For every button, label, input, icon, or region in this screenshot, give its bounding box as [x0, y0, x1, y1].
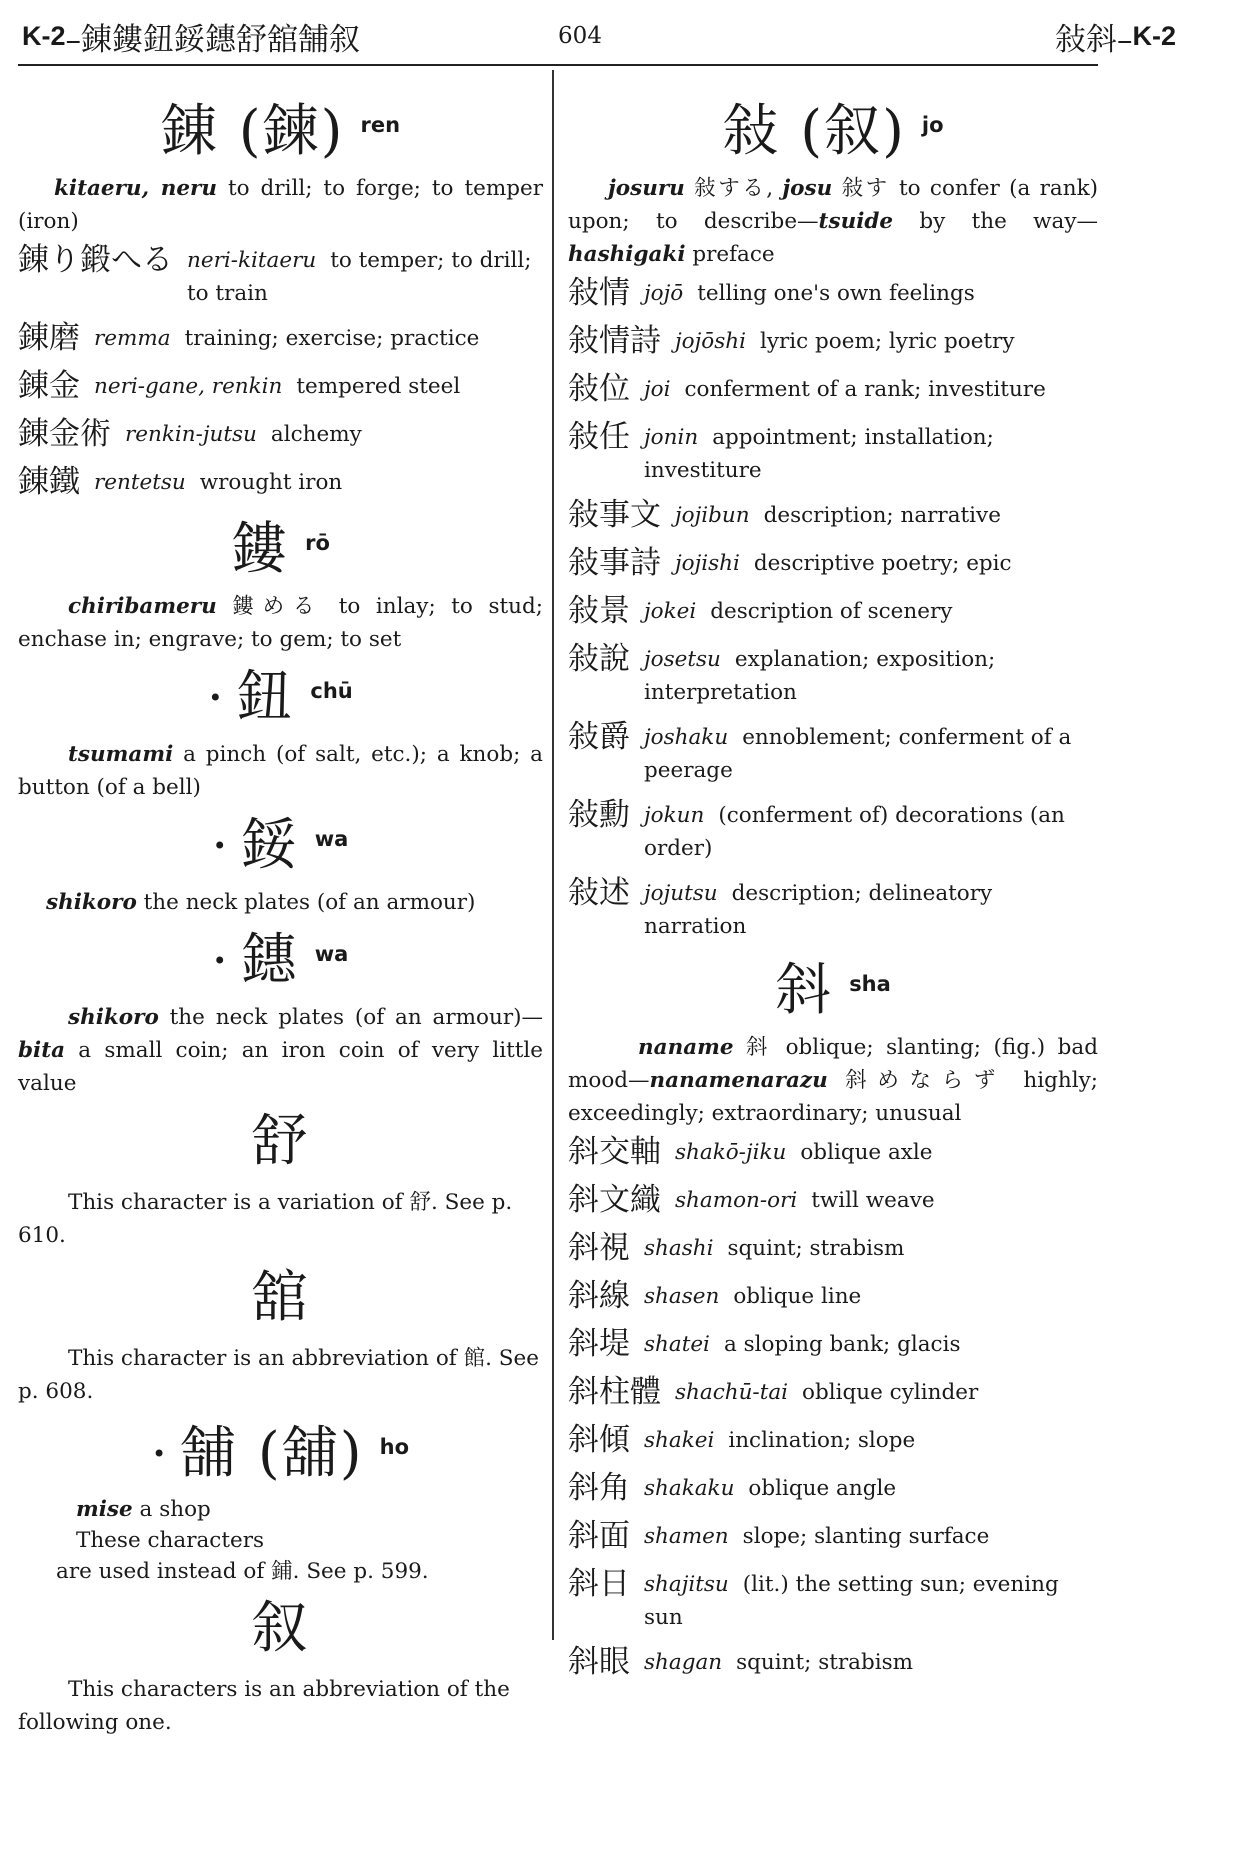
compound-romaji: shamon-ori [675, 1188, 798, 1213]
compound-definition: tempered steel [296, 374, 461, 399]
compound-definition: telling one's own feelings [697, 281, 975, 306]
compound-definition: conferment of a rank; investiture [684, 377, 1046, 402]
headword-kanji: 敍 (叙) [722, 99, 906, 164]
note-text: . See p. 610. [18, 1190, 513, 1248]
def-roman: kitaeru, neru [54, 176, 217, 201]
headword-reading: sha [849, 972, 891, 996]
compound-romaji: jojō [644, 281, 684, 306]
compound-entry [18, 462, 543, 502]
compound-definition: a sloping bank; glacis [723, 1332, 961, 1357]
compound-romaji: joi [644, 377, 671, 402]
headword-ren [18, 92, 543, 172]
compound-definition: oblique line [733, 1284, 862, 1309]
compound-definition: lyric poem; lyric poetry [759, 329, 1015, 354]
compound-romaji: shashi [644, 1236, 714, 1261]
compound-definition: explanation; exposition; interpretation [644, 647, 996, 705]
compound-entry [568, 1132, 1098, 1172]
def-text: to confer (a rank) upon; to describe— [568, 176, 1098, 234]
compound-kanji: 敍勳 [568, 797, 630, 833]
compound-entry [568, 1420, 1098, 1460]
compound-definition: squint; strabism [736, 1650, 914, 1675]
compound-kanji: 敍述 [568, 875, 630, 911]
def-text: to drill; to forge; to temper (iron) [18, 176, 543, 234]
compound-definition: training; exercise; practice [184, 326, 480, 351]
header-rule [18, 64, 1098, 66]
note-text: This character is a variation of [68, 1190, 410, 1215]
compound-body [644, 273, 1098, 310]
compound-kanji: 斜眼 [568, 1644, 630, 1680]
compound-definition: oblique angle [748, 1476, 897, 1501]
compound-body [94, 318, 543, 355]
compound-kanji: 敍事詩 [568, 545, 661, 581]
compound-body [675, 543, 1098, 580]
compound-definition: description; delineatory narration [644, 881, 993, 939]
header-left-kanji: –錬鏤鈕鋖鏸舒舘舗叙 [65, 21, 361, 58]
headword-kan [18, 1258, 543, 1338]
compound-entry [568, 1468, 1098, 1508]
compound-kanji: 敍事文 [568, 497, 661, 533]
compound-entry [568, 1372, 1098, 1412]
compound-kanji: 敍情詩 [568, 323, 661, 359]
headword-ro [18, 510, 543, 590]
compound-romaji: shamen [644, 1524, 729, 1549]
abbreviation-note: This characters is an abbreviation of the following one. [18, 1677, 510, 1735]
header-right [1055, 14, 1176, 58]
compound-kanji: 錬磨 [18, 320, 80, 356]
def-roman: shikoro [46, 890, 137, 915]
compound-romaji: josetsu [644, 647, 721, 672]
compound-kanji: 斜視 [568, 1230, 630, 1266]
definition [18, 738, 543, 804]
def-text: a shop [132, 1497, 211, 1522]
def-text: the neck plates (of an armour) [136, 890, 476, 915]
compound-body [644, 1516, 1098, 1553]
compound-entry [568, 273, 1098, 313]
compound-kanji: 敍爵 [568, 719, 630, 755]
compound-romaji: jojutsu [644, 881, 718, 906]
definition [18, 886, 543, 919]
compound-entry [568, 321, 1098, 361]
compound-body [644, 639, 1098, 709]
compound-body [644, 795, 1098, 865]
compound-body [644, 873, 1098, 943]
compound-romaji: shakaku [644, 1476, 735, 1501]
compound-romaji: jojibun [675, 503, 750, 528]
compound-definition: (lit.) the setting sun; evening sun [644, 1572, 1059, 1630]
headword-kanji: 叙 [251, 1596, 310, 1661]
note-text: This character is an abbreviation of [68, 1346, 464, 1371]
compound-romaji: jokei [644, 599, 697, 624]
headword-kanji: 鏸 [240, 928, 299, 993]
compound-entry [18, 318, 543, 358]
compound-definition: squint; strabism [727, 1236, 905, 1261]
compound-body [675, 1132, 1098, 1169]
def-kana: 敍す [832, 176, 890, 201]
compound-body [644, 717, 1098, 787]
compound-body [644, 369, 1098, 406]
compound-entry [568, 1276, 1098, 1316]
headword-chu [18, 658, 543, 738]
compound-definition: descriptive poetry; epic [753, 551, 1012, 576]
definition [568, 172, 1098, 271]
def-text: to inlay; to stud; enchase in; engrave; to gem; to set [18, 594, 543, 652]
compound-kanji: 斜面 [568, 1518, 630, 1554]
def-kana: 鏤める [216, 594, 324, 619]
compound-definition: description of scenery [710, 599, 953, 624]
def-roman: mise [76, 1497, 133, 1522]
def-roman: chiribameru [68, 594, 217, 619]
compound-entry [568, 417, 1098, 487]
compound-kanji: 錬金 [18, 368, 80, 404]
bullet-icon: • [151, 1440, 167, 1468]
headword-reading: chū [310, 679, 353, 703]
def-roman: bita [18, 1038, 66, 1063]
headword-sha [568, 951, 1098, 1031]
compound-body [675, 321, 1098, 358]
right-column [568, 90, 1098, 1690]
compound-body [644, 1564, 1098, 1634]
bullet-icon: • [212, 947, 227, 975]
compound-kanji: 敍景 [568, 593, 630, 629]
note-text: These characters [76, 1528, 265, 1553]
compound-romaji: shachū-tai [675, 1380, 789, 1405]
compound-entry [568, 1180, 1098, 1220]
compound-romaji: jonin [644, 425, 699, 450]
compound-definition: inclination; slope [728, 1428, 916, 1453]
def-roman: tsuide [818, 209, 894, 234]
compound-entry [568, 495, 1098, 535]
compound-body [125, 414, 543, 451]
headword-kanji: 鈕 [236, 665, 295, 730]
compound-kanji: 斜文織 [568, 1182, 661, 1218]
headword-kanji: 鋖 [240, 813, 299, 878]
headword-jo [568, 92, 1098, 172]
compound-romaji: remma [94, 326, 171, 351]
compound-kanji: 斜交軸 [568, 1134, 661, 1170]
note-kanji: 館 [463, 1346, 486, 1371]
compound-romaji: jokun [644, 803, 705, 828]
compound-entry [568, 873, 1098, 943]
compound-definition: to temper; to drill; to train [187, 248, 532, 306]
compound-body [94, 366, 543, 403]
compound-entry [568, 1642, 1098, 1682]
compound-kanji: 斜角 [568, 1470, 630, 1506]
compound-body [644, 1228, 1098, 1265]
compound-definition: (conferment of) decorations (an order) [644, 803, 1065, 861]
note-text: . See p. 599. [292, 1559, 429, 1584]
compound-body [644, 1276, 1098, 1313]
compound-body [675, 1180, 1098, 1217]
definition [18, 590, 543, 656]
compound-definition: slope; slanting surface [742, 1524, 990, 1549]
sha-entries [568, 1132, 1098, 1682]
compound-body [644, 1468, 1098, 1505]
definition [18, 1494, 543, 1587]
compound-romaji: shatei [644, 1332, 710, 1357]
compound-kanji: 敍說 [568, 641, 630, 677]
def-kana: 斜 [733, 1035, 774, 1060]
compound-kanji: 斜日 [568, 1566, 630, 1602]
compound-romaji: joshaku [644, 725, 729, 750]
headword-reading: wa [314, 827, 349, 851]
compound-romaji: neri-kitaeru [187, 248, 317, 273]
compound-entry [568, 1324, 1098, 1364]
definition [18, 1001, 543, 1100]
headword-kanji: 舗 (舖) [180, 1421, 364, 1486]
compound-kanji: 錬金術 [18, 416, 111, 452]
def-kana: 斜めならず [827, 1068, 1006, 1093]
compound-kanji: 敍位 [568, 371, 630, 407]
compound-entry [568, 639, 1098, 709]
ren-entries [18, 240, 543, 502]
compound-body [644, 417, 1098, 487]
compound-definition: oblique axle [800, 1140, 933, 1165]
def-roman: tsumami [68, 742, 174, 767]
variant-note [18, 1186, 543, 1252]
def-text: oblique; slanting; (fig.) bad mood— [568, 1035, 1098, 1093]
compound-body [644, 591, 1098, 628]
left-column [18, 90, 543, 1745]
headword-kanji: 舘 [251, 1265, 310, 1330]
compound-definition: wrought iron [199, 470, 343, 495]
definition [18, 172, 543, 238]
compound-entry [18, 240, 543, 310]
compound-body [94, 462, 543, 499]
header-right-code: K-2 [1132, 20, 1176, 51]
compound-kanji: 斜線 [568, 1278, 630, 1314]
compound-romaji: shakei [644, 1428, 715, 1453]
compound-definition: appointment; installation; investiture [644, 425, 994, 483]
compound-kanji: 斜柱體 [568, 1374, 661, 1410]
def-kana: 敍する, [684, 176, 783, 201]
header-right-kanji: 敍斜– [1054, 21, 1133, 58]
column-divider [552, 70, 554, 1640]
headword-kanji: 舒 [251, 1109, 310, 1174]
compound-body [644, 1642, 1098, 1679]
note-text: are used instead of [56, 1559, 272, 1584]
def-roman: nanamenarazu [649, 1068, 828, 1093]
compound-entry [568, 1516, 1098, 1556]
note-kanji: 鋪 [271, 1559, 293, 1584]
compound-entry [568, 1564, 1098, 1634]
headword-reading: ho [379, 1435, 410, 1459]
headword-kanji: 鏤 [231, 517, 290, 582]
compound-kanji: 敍任 [568, 419, 630, 455]
headword-reading: wa [314, 942, 349, 966]
headword-wa1 [18, 806, 543, 886]
compound-body [644, 1420, 1098, 1457]
bullet-icon: • [212, 832, 227, 860]
compound-kanji: 斜堤 [568, 1326, 630, 1362]
compound-kanji: 錬鐵 [18, 464, 80, 500]
abbreviation-note [18, 1342, 543, 1408]
header-left-code: K-2 [22, 20, 66, 51]
jo-entries [568, 273, 1098, 943]
def-text: a small coin; an iron coin of very little value [18, 1038, 543, 1096]
headword-jo-variant [18, 1102, 543, 1182]
headword-reading: jo [921, 113, 944, 137]
compound-romaji: shagan [644, 1650, 723, 1675]
compound-entry [568, 1228, 1098, 1268]
bullet-icon: • [208, 684, 223, 712]
compound-body [675, 495, 1098, 532]
def-text: highly; exceedingly; extraordinary; unusual [568, 1068, 1098, 1126]
compound-body [187, 240, 543, 310]
compound-romaji: jojōshi [675, 329, 746, 354]
headword-kanji: 斜 [775, 958, 834, 1023]
compound-definition: twill weave [811, 1188, 935, 1213]
compound-entry [568, 795, 1098, 865]
def-text: preface [685, 242, 775, 267]
compound-entry [18, 414, 543, 454]
compound-romaji: shakō-jiku [675, 1140, 787, 1165]
compound-romaji: jojishi [675, 551, 740, 576]
compound-romaji: rentetsu [94, 470, 186, 495]
headword-jo-abbr [18, 1589, 543, 1669]
compound-body [644, 1324, 1098, 1361]
compound-entry [568, 591, 1098, 631]
def-roman: shikoro [68, 1005, 159, 1030]
compound-definition: alchemy [270, 422, 362, 447]
note-text: . See p. 608. [18, 1346, 539, 1404]
compound-kanji: 錬り鍛へる [18, 242, 173, 278]
compound-definition: description; narrative [763, 503, 1001, 528]
headword-wa2 [18, 921, 543, 1001]
page-number: 604 [558, 23, 602, 49]
compound-kanji: 斜傾 [568, 1422, 630, 1458]
compound-romaji: neri-gane, renkin [94, 374, 283, 399]
compound-entry [568, 717, 1098, 787]
compound-romaji: renkin-jutsu [125, 422, 257, 447]
def-text: the neck plates (of an armour)— [158, 1005, 543, 1030]
note-kanji: 舒 [409, 1190, 431, 1215]
compound-romaji: shasen [644, 1284, 720, 1309]
compound-definition: ennoblement; conferment of a peerage [644, 725, 1072, 783]
header-left [22, 14, 360, 58]
compound-entry [568, 369, 1098, 409]
headword-kanji: 錬 (鍊) [160, 99, 345, 164]
headword-reading: rō [305, 531, 330, 555]
compound-romaji: shajitsu [644, 1572, 729, 1597]
def-roman: josu [782, 176, 833, 201]
headword-reading: ren [360, 113, 401, 137]
def-roman: josuru [608, 176, 685, 201]
compound-kanji: 敍情 [568, 275, 630, 311]
def-text: by the way— [893, 209, 1098, 234]
def-roman: naname [638, 1035, 734, 1060]
compound-body [675, 1372, 1098, 1409]
compound-entry [18, 366, 543, 406]
compound-entry [568, 543, 1098, 583]
def-roman: hashigaki [568, 242, 686, 267]
compound-definition: oblique cylinder [802, 1380, 979, 1405]
definition [568, 1031, 1098, 1130]
headword-ho [18, 1414, 543, 1494]
def-text: a pinch (of salt, etc.); a knob; a button (of a bell) [18, 742, 543, 800]
